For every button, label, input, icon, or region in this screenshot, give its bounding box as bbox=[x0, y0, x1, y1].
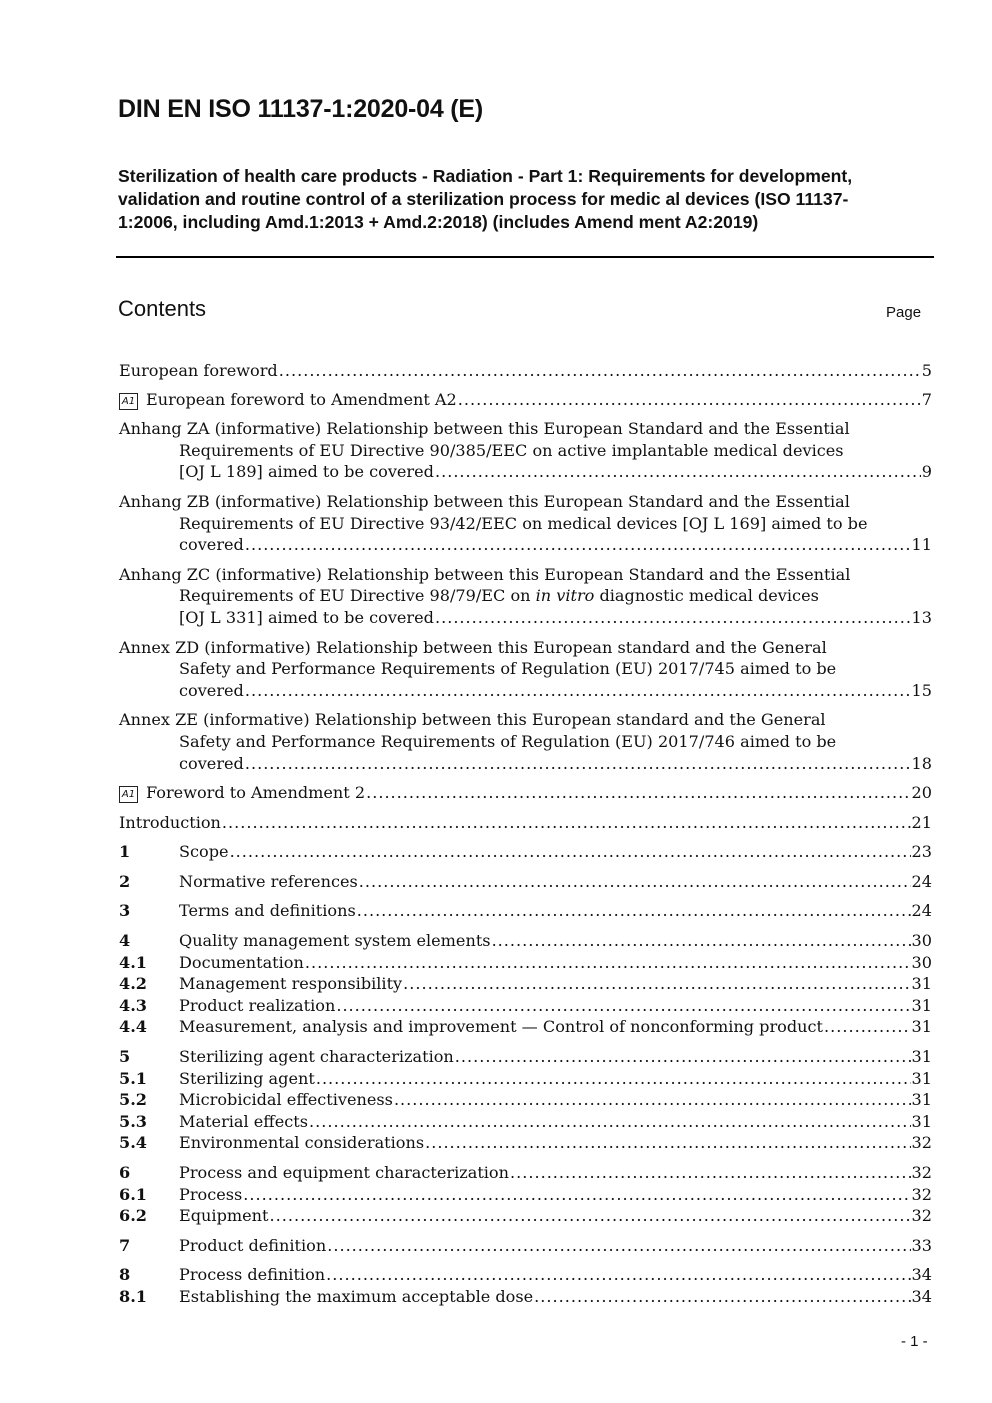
toc-entry-clause-2[interactable] bbox=[119, 871, 932, 893]
toc-entry-foreword-amendment-a2[interactable] bbox=[119, 389, 932, 411]
toc-entry-title-line: Requirements of EU Directive 98/79/EC on bbox=[179, 586, 536, 606]
dot-leader bbox=[510, 1162, 911, 1184]
dot-leader bbox=[305, 952, 911, 974]
toc-entry-title: Sterilizing agent characterization bbox=[179, 1047, 454, 1067]
toc-entry-number: 4.1 bbox=[119, 952, 147, 972]
toc-entry-page: 31 bbox=[911, 1017, 932, 1037]
toc-entry-annex-zc[interactable] bbox=[119, 564, 932, 629]
toc-entry-title-line: [OJ L 189] aimed to be covered bbox=[179, 462, 434, 482]
toc-entry-number: 5.1 bbox=[119, 1068, 147, 1088]
toc-entry-title: Measurement, analysis and improvement — Control of nonconforming product bbox=[179, 1017, 823, 1037]
toc-entry-clause-5[interactable] bbox=[119, 1046, 932, 1068]
dot-leader bbox=[394, 1089, 911, 1111]
toc-entry-page: 20 bbox=[911, 783, 932, 803]
toc-entry-clause-5-3[interactable] bbox=[119, 1111, 932, 1133]
toc-entry-page: 30 bbox=[911, 931, 932, 951]
toc-entry-clause-5-2[interactable] bbox=[119, 1089, 932, 1111]
dot-leader bbox=[309, 1111, 911, 1133]
toc-entry-clause-1[interactable] bbox=[119, 841, 932, 863]
table-of-contents bbox=[119, 360, 932, 1308]
toc-entry-number: 8.1 bbox=[119, 1286, 147, 1306]
toc-entry-clause-4-2[interactable] bbox=[119, 973, 932, 995]
toc-entry-number: 5.2 bbox=[119, 1090, 147, 1110]
toc-entry-annex-za[interactable] bbox=[119, 418, 932, 483]
toc-entry-page: 32 bbox=[911, 1206, 932, 1226]
toc-entry-title: Product definition bbox=[179, 1235, 327, 1255]
toc-entry-title-line: Anhang ZA (informative) Relationship between this European Standard and the Essential bbox=[119, 419, 850, 439]
toc-entry-page: 32 bbox=[911, 1133, 932, 1153]
toc-entry-title: Introduction bbox=[119, 812, 221, 832]
dot-leader bbox=[245, 534, 911, 556]
toc-entry-title: Equipment bbox=[179, 1206, 269, 1226]
toc-entry-title: European foreword bbox=[119, 361, 278, 380]
toc-entry-foreword-amendment-2[interactable] bbox=[119, 782, 932, 804]
toc-entry-page: 34 bbox=[911, 1286, 932, 1306]
toc-entry-page: 21 bbox=[911, 812, 932, 832]
dot-leader bbox=[359, 871, 911, 893]
toc-entry-title-line: diagnostic medical devices bbox=[594, 586, 819, 606]
toc-entry-clause-4-4[interactable] bbox=[119, 1016, 932, 1038]
page-number: - 1 - bbox=[901, 1333, 928, 1350]
toc-entry-clause-6[interactable] bbox=[119, 1162, 932, 1184]
toc-entry-title: Process definition bbox=[179, 1265, 326, 1285]
contents-heading: Contents bbox=[118, 296, 207, 321]
toc-entry-introduction[interactable] bbox=[119, 812, 932, 834]
toc-entry-page: 9 bbox=[921, 462, 932, 482]
toc-entry-clause-7[interactable] bbox=[119, 1235, 932, 1257]
toc-entry-annex-zb[interactable] bbox=[119, 491, 932, 556]
toc-entry-title-line: covered bbox=[179, 680, 244, 700]
dot-leader bbox=[435, 607, 911, 629]
toc-entry-clause-5-4[interactable] bbox=[119, 1132, 932, 1154]
toc-entry-page: 15 bbox=[911, 680, 932, 700]
toc-entry-title-line: Safety and Performance Requirements of Regulation (EU) 2017/745 aimed to be bbox=[179, 659, 837, 679]
toc-entry-number: 4.3 bbox=[119, 995, 147, 1015]
toc-entry-title-line: Requirements of EU Directive 93/42/EEC on medical devices [OJ L 169] aimed to be bbox=[179, 513, 868, 533]
toc-entry-page: 31 bbox=[911, 1068, 932, 1088]
toc-entry-number: 7 bbox=[119, 1235, 131, 1255]
toc-entry-title-line: [OJ L 331] aimed to be covered bbox=[179, 607, 434, 627]
dot-leader bbox=[222, 812, 911, 834]
toc-entry-number: 4.4 bbox=[119, 1017, 147, 1037]
document-subtitle: Sterilization of health care products - Radiation - Part 1: Requirements for development, validation and routine control of a sterilization process for medic al devices (ISO 11137-1:2006, including Amd.1:2013 + Amd.2:2018) (includes Amend ment A2:2019) bbox=[118, 166, 853, 232]
toc-entry-page: 30 bbox=[911, 952, 932, 972]
dot-leader bbox=[455, 1046, 911, 1068]
toc-entry-title: Foreword to Amendment 2 bbox=[146, 783, 366, 803]
toc-entry-number: 1 bbox=[119, 842, 131, 862]
toc-entry-number: 2 bbox=[119, 871, 131, 891]
toc-entry-title: European foreword to Amendment A2 bbox=[146, 389, 457, 409]
toc-entry-page: 31 bbox=[911, 1090, 932, 1110]
toc-entry-italic-text: in vitro bbox=[535, 586, 595, 606]
toc-entry-page: 33 bbox=[911, 1235, 932, 1255]
toc-entry-title: Process and equipment characterization bbox=[179, 1163, 509, 1182]
toc-entry-title-line: covered bbox=[179, 535, 244, 555]
dot-leader bbox=[230, 841, 911, 863]
toc-entry-number: 6.1 bbox=[119, 1184, 147, 1204]
toc-entry-number: 4.2 bbox=[119, 974, 147, 994]
dot-leader bbox=[243, 1184, 910, 1206]
toc-entry-title-line: Anhang ZC (informative) Relationship between this European Standard and the Essential bbox=[119, 564, 851, 584]
toc-entry-title-line: Safety and Performance Requirements of Regulation (EU) 2017/746 aimed to be bbox=[179, 731, 837, 751]
toc-entry-page: 18 bbox=[911, 753, 932, 773]
dot-leader bbox=[245, 753, 911, 775]
toc-entry-page: 5 bbox=[921, 361, 932, 380]
toc-entry-title: Terms and definitions bbox=[179, 901, 356, 921]
toc-entry-title: Quality management system elements bbox=[179, 931, 491, 951]
toc-entry-clause-8-1[interactable] bbox=[119, 1286, 932, 1308]
toc-entry-page: 7 bbox=[921, 389, 932, 409]
toc-entry-clause-5-1[interactable] bbox=[119, 1068, 932, 1090]
toc-entry-page: 13 bbox=[911, 607, 932, 627]
dot-leader bbox=[366, 782, 910, 804]
toc-entry-clause-4[interactable] bbox=[119, 930, 932, 952]
toc-entry-clause-6-1[interactable] bbox=[119, 1184, 932, 1206]
toc-entry-title: Microbicidal effectiveness bbox=[179, 1090, 393, 1110]
amendment-marker-icon: A1 bbox=[119, 393, 138, 410]
toc-entry-title: Environmental considerations bbox=[179, 1133, 425, 1153]
dot-leader bbox=[425, 1132, 910, 1154]
toc-entry-page: 34 bbox=[911, 1265, 932, 1285]
dot-leader bbox=[326, 1264, 910, 1286]
toc-entry-page: 31 bbox=[911, 1111, 932, 1131]
dot-leader bbox=[458, 389, 921, 411]
toc-entry-title-line: Annex ZD (informative) Relationship between this European standard and the General bbox=[119, 637, 827, 657]
dot-leader bbox=[279, 360, 921, 382]
toc-entry-page: 31 bbox=[911, 974, 932, 994]
dot-leader bbox=[327, 1235, 910, 1257]
toc-entry-title: Establishing the maximum acceptable dose bbox=[179, 1286, 534, 1306]
toc-entry-number: 6.2 bbox=[119, 1206, 147, 1226]
toc-entry-european-foreword[interactable] bbox=[119, 360, 932, 382]
page-column-heading: Page bbox=[886, 304, 922, 321]
toc-entry-clause-6-2[interactable] bbox=[119, 1205, 932, 1227]
dot-leader bbox=[269, 1205, 910, 1227]
toc-entry-number: 5 bbox=[119, 1047, 131, 1067]
toc-entry-title: Scope bbox=[179, 842, 229, 862]
title-divider bbox=[116, 256, 934, 258]
toc-entry-annex-ze[interactable] bbox=[119, 709, 932, 774]
toc-entry-page: 24 bbox=[911, 871, 932, 891]
dot-leader bbox=[316, 1068, 911, 1090]
toc-entry-title: Management responsibility bbox=[179, 974, 403, 994]
toc-entry-title: Normative references bbox=[179, 871, 358, 891]
toc-entry-page: 23 bbox=[911, 842, 932, 862]
toc-entry-page: 32 bbox=[911, 1163, 932, 1182]
toc-entry-page: 24 bbox=[911, 901, 932, 921]
toc-entry-clause-4-3[interactable] bbox=[119, 995, 932, 1017]
toc-entry-title: Documentation bbox=[179, 952, 304, 972]
dot-leader bbox=[336, 995, 910, 1017]
toc-entry-page: 11 bbox=[911, 535, 932, 555]
dot-leader bbox=[435, 461, 921, 483]
toc-entry-title-line: Requirements of EU Directive 90/385/EEC on active implantable medical devices bbox=[179, 440, 844, 460]
toc-entry-title: Process bbox=[179, 1184, 243, 1204]
toc-entry-title-line: Annex ZE (informative) Relationship between this European standard and the General bbox=[119, 710, 826, 730]
toc-entry-number: 4 bbox=[119, 931, 131, 951]
dot-leader bbox=[534, 1286, 910, 1308]
dot-leader bbox=[824, 1016, 911, 1038]
toc-entry-number: 6 bbox=[119, 1163, 131, 1182]
dot-leader bbox=[245, 680, 911, 702]
document-title: DIN EN ISO 11137-1:2020-04 (E) bbox=[118, 95, 484, 123]
amendment-marker-icon: A1 bbox=[119, 786, 138, 803]
toc-entry-page: 32 bbox=[911, 1184, 932, 1204]
toc-entry-title: Sterilizing agent bbox=[179, 1068, 315, 1088]
dot-leader bbox=[403, 973, 910, 995]
dot-leader bbox=[357, 900, 911, 922]
toc-entry-number: 5.4 bbox=[119, 1133, 147, 1153]
toc-entry-clause-8[interactable] bbox=[119, 1264, 932, 1286]
dot-leader bbox=[492, 930, 911, 952]
toc-entry-title-line: Anhang ZB (informative) Relationship between this European Standard and the Essential bbox=[119, 491, 850, 511]
toc-entry-number: 5.3 bbox=[119, 1111, 147, 1131]
toc-entry-number: 3 bbox=[119, 901, 131, 921]
toc-entry-title: Product realization bbox=[179, 995, 336, 1015]
toc-entry-number: 8 bbox=[119, 1265, 131, 1285]
toc-entry-page: 31 bbox=[911, 995, 932, 1015]
toc-entry-annex-zd[interactable] bbox=[119, 637, 932, 702]
toc-entry-title-line: covered bbox=[179, 753, 244, 773]
toc-entry-title: Material effects bbox=[179, 1111, 308, 1131]
toc-entry-page: 31 bbox=[911, 1047, 932, 1067]
toc-entry-clause-4-1[interactable] bbox=[119, 952, 932, 974]
toc-entry-clause-3[interactable] bbox=[119, 900, 932, 922]
